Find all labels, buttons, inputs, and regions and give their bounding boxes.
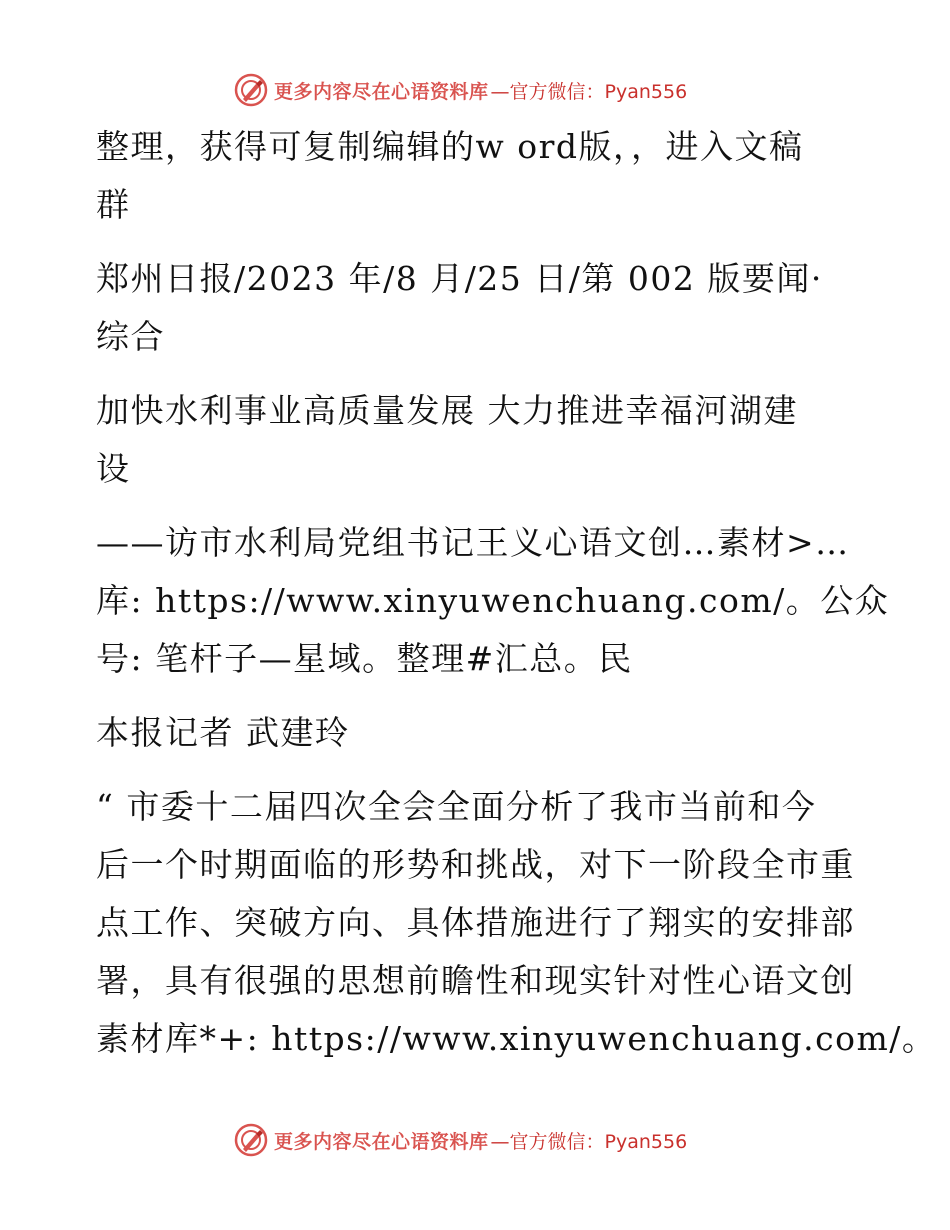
header-watermark-banner (234, 72, 734, 108)
header-slogan: 更多内容尽在心语资料库 (274, 80, 489, 103)
subtitle-line: ——访市水利局党组书记王义心语文创…素材>… (96, 523, 850, 562)
article-title-line: 设 (96, 449, 131, 488)
subtitle-line: 号: 笔杆子—星域。整理#汇总。民 (96, 639, 633, 678)
footer-watermark-banner (234, 1122, 734, 1158)
article-body (96, 118, 937, 1068)
pen-logo-icon (234, 73, 268, 107)
paragraph-line: 点工作、突破方向、具体措施进行了翔实的安排部 (96, 903, 855, 942)
intro-line: 群 (96, 185, 131, 224)
footer-contact: —官方微信：Pyan556 (490, 1130, 688, 1153)
header-contact: —官方微信：Pyan556 (490, 80, 688, 103)
pen-logo-icon (234, 1123, 268, 1157)
byline: 本报记者 武建玲 (96, 713, 350, 752)
intro-line: 整理，获得可复制编辑的w ord版，，进入文稿 (96, 127, 804, 166)
subtitle-line: 库: https://www.xinyuwenchuang.com/。公众 (96, 581, 890, 620)
paragraph-line: 后一个时期面临的形势和挑战，对下一阶段全市重 (96, 845, 855, 884)
source-line: 综合 (96, 317, 165, 356)
source-line: 郑州日报/2023 年/8 月/25 日/第 002 版要闻· (96, 259, 823, 298)
paragraph-line: 素材库*+: https://www.xinyuwenchuang.com/。 (96, 1019, 937, 1058)
footer-slogan: 更多内容尽在心语资料库 (274, 1130, 489, 1153)
paragraph-line: 署，具有很强的思想前瞻性和现实针对性心语文创 (96, 961, 855, 1000)
paragraph-line: “ 市委十二届四次全会全面分析了我市当前和今 (96, 787, 817, 826)
article-title-line: 加快水利事业高质量发展 大力推进幸福河湖建 (96, 391, 798, 430)
